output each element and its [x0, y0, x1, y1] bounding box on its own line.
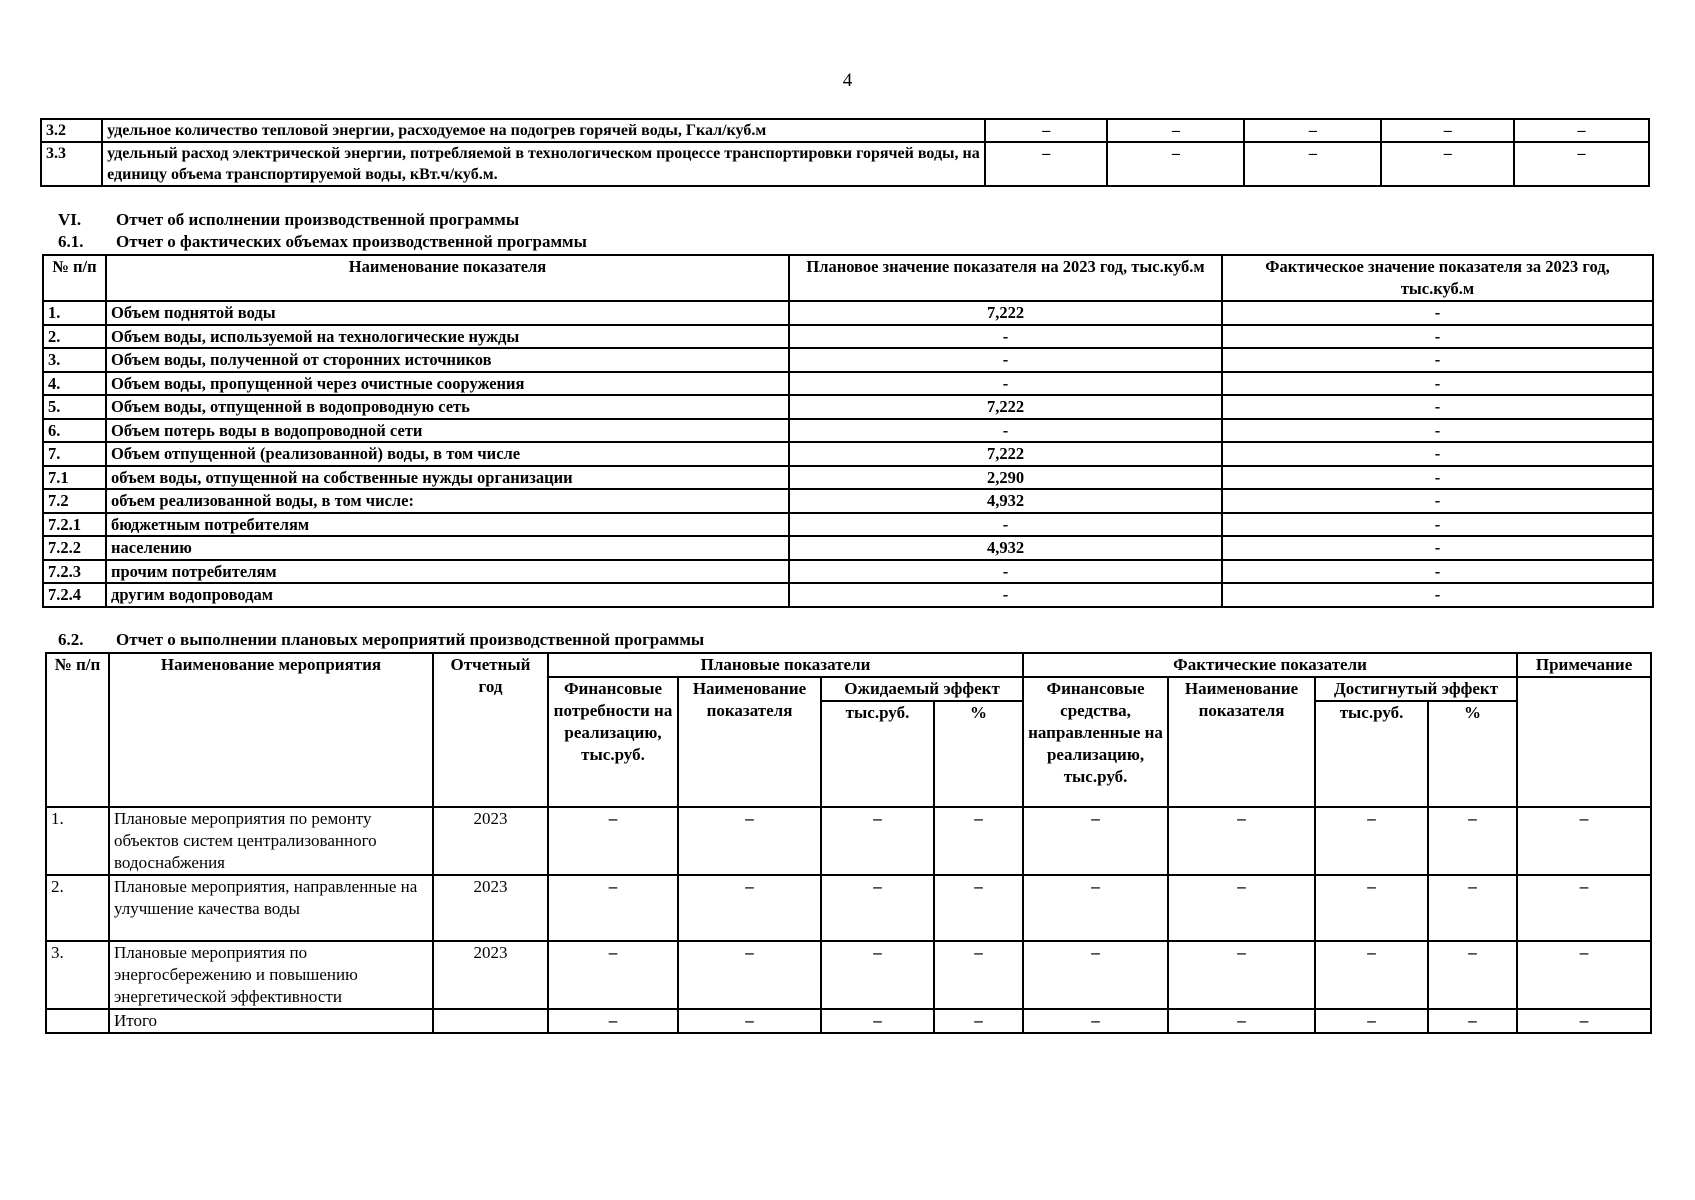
- row-number: 6.: [43, 419, 106, 443]
- row-number: 7.2.3: [43, 560, 106, 584]
- plan-value: 4,932: [789, 489, 1222, 513]
- table-row: [43, 489, 1653, 513]
- header-note-empty: [1517, 677, 1651, 807]
- value-cell: –: [1168, 875, 1315, 941]
- value-cell: –: [1168, 941, 1315, 1009]
- value-cell: –: [1514, 119, 1649, 142]
- fact-value: -: [1222, 301, 1653, 325]
- row-name: объем воды, отпущенной на собственные нужды организации: [106, 466, 789, 490]
- value-cell: –: [1517, 1009, 1651, 1033]
- table-row: [43, 560, 1653, 584]
- header-plan-indicator: Наименование показателя: [678, 677, 821, 807]
- fact-value: -: [1222, 560, 1653, 584]
- value-cell: –: [1168, 1009, 1315, 1033]
- section-number: 6.2.: [58, 630, 84, 649]
- section-number: VI.: [58, 210, 82, 229]
- row-name: объем реализованной воды, в том числе:: [106, 489, 789, 513]
- value-cell: –: [1023, 941, 1168, 1009]
- section-title: Отчет о фактических объемах производственной программы: [116, 232, 587, 251]
- row-number: 1.: [43, 301, 106, 325]
- table-row: [43, 325, 1653, 349]
- table-row: [43, 395, 1653, 419]
- value-cell: –: [821, 807, 934, 875]
- row-name: Объем отпущенной (реализованной) воды, в том числе: [106, 442, 789, 466]
- row-name: Объем воды, используемой на технологические нужды: [106, 325, 789, 349]
- fact-value: -: [1222, 325, 1653, 349]
- row-number: 4.: [43, 372, 106, 396]
- plan-value: 7,222: [789, 301, 1222, 325]
- row-name: Итого: [109, 1009, 433, 1033]
- value-cell: –: [1168, 807, 1315, 875]
- plan-value: 7,222: [789, 395, 1222, 419]
- plan-value: -: [789, 348, 1222, 372]
- header-fact-effect: Достигнутый эффект: [1315, 677, 1517, 701]
- value-cell: –: [1381, 142, 1514, 186]
- row-number: 2.: [43, 325, 106, 349]
- value-cell: –: [821, 941, 934, 1009]
- value-cell: –: [1244, 119, 1381, 142]
- row-number: 3.2: [41, 119, 102, 142]
- row-number: 3.: [43, 348, 106, 372]
- value-cell: –: [1315, 875, 1428, 941]
- fact-value: -: [1222, 466, 1653, 490]
- header-fact-indicator: Наименование показателя: [1168, 677, 1315, 807]
- row-number: 5.: [43, 395, 106, 419]
- row-year: 2023: [433, 807, 548, 875]
- table-row: [46, 875, 1651, 941]
- value-cell: –: [1023, 1009, 1168, 1033]
- section-heading-6-2: [58, 630, 704, 650]
- fact-value: -: [1222, 583, 1653, 607]
- row-number: [46, 1009, 109, 1033]
- plan-value: -: [789, 372, 1222, 396]
- value-cell: –: [1517, 807, 1651, 875]
- table-row: [46, 807, 1651, 875]
- header-fact-pct: %: [1428, 701, 1517, 807]
- value-cell: –: [1517, 941, 1651, 1009]
- table-row: [43, 348, 1653, 372]
- value-cell: –: [1428, 941, 1517, 1009]
- value-cell: –: [821, 1009, 934, 1033]
- production-volumes-table: [42, 254, 1654, 608]
- row-number: 7.2.2: [43, 536, 106, 560]
- fact-value: -: [1222, 372, 1653, 396]
- value-cell: –: [1023, 807, 1168, 875]
- planned-activities-table: [45, 652, 1652, 1034]
- row-year: 2023: [433, 941, 548, 1009]
- row-name: Объем потерь воды в водопроводной сети: [106, 419, 789, 443]
- row-name: Объем воды, отпущенной в водопроводную сеть: [106, 395, 789, 419]
- plan-value: -: [789, 325, 1222, 349]
- row-number: 1.: [46, 807, 109, 875]
- value-cell: –: [678, 875, 821, 941]
- header-fact-fin: Финансовые средства, направленные на реализацию, тыс.руб.: [1023, 677, 1168, 807]
- header-plan: Плановое значение показателя на 2023 год, тыс.куб.м: [789, 255, 1222, 301]
- row-name: удельное количество тепловой энергии, расходуемое на подогрев горячей воды, Гкал/куб.м: [102, 119, 985, 142]
- header-name: Наименование показателя: [106, 255, 789, 301]
- value-cell: –: [548, 941, 678, 1009]
- row-name: Объем воды, пропущенной через очистные сооружения: [106, 372, 789, 396]
- row-number: 7.2.4: [43, 583, 106, 607]
- value-cell: –: [678, 1009, 821, 1033]
- table-row: [41, 119, 1649, 142]
- value-cell: –: [678, 807, 821, 875]
- value-cell: –: [548, 807, 678, 875]
- section-heading-6: [58, 210, 519, 230]
- row-name: бюджетным потребителям: [106, 513, 789, 537]
- plan-value: 4,932: [789, 536, 1222, 560]
- table-row: [41, 142, 1649, 186]
- value-cell: –: [985, 119, 1107, 142]
- value-cell: –: [548, 1009, 678, 1033]
- plan-value: -: [789, 560, 1222, 584]
- header-fact-group: Фактические показатели: [1023, 653, 1517, 677]
- header-plan-fin: Финансовые потребности на реализацию, тыс.руб.: [548, 677, 678, 807]
- table-row: [43, 583, 1653, 607]
- value-cell: –: [821, 875, 934, 941]
- row-number: 7.2.1: [43, 513, 106, 537]
- value-cell: –: [985, 142, 1107, 186]
- total-row: [46, 1009, 1651, 1033]
- header-fact-rub: тыс.руб.: [1315, 701, 1428, 807]
- value-cell: –: [1428, 1009, 1517, 1033]
- value-cell: –: [1107, 142, 1244, 186]
- value-cell: –: [1514, 142, 1649, 186]
- row-name: Объем воды, полученной от сторонних источников: [106, 348, 789, 372]
- row-name: прочим потребителям: [106, 560, 789, 584]
- value-cell: –: [1428, 807, 1517, 875]
- value-cell: –: [1517, 875, 1651, 941]
- header-year: Отчетный год: [433, 653, 548, 807]
- header-fact: Фактическое значение показателя за 2023 год, тыс.куб.м: [1222, 255, 1653, 301]
- value-cell: –: [1428, 875, 1517, 941]
- header-plan-rub: тыс.руб.: [821, 701, 934, 807]
- fact-value: -: [1222, 442, 1653, 466]
- row-number: 3.3: [41, 142, 102, 186]
- table-header-row: [43, 255, 1653, 301]
- value-cell: –: [1244, 142, 1381, 186]
- value-cell: –: [934, 807, 1023, 875]
- table-row: [43, 536, 1653, 560]
- value-cell: –: [678, 941, 821, 1009]
- row-name: Плановые мероприятия, направленные на улучшение качества воды: [109, 875, 433, 941]
- fact-value: -: [1222, 395, 1653, 419]
- table-row: [43, 419, 1653, 443]
- fact-value: -: [1222, 536, 1653, 560]
- row-number: 2.: [46, 875, 109, 941]
- table-row: [43, 301, 1653, 325]
- fact-value: -: [1222, 348, 1653, 372]
- fact-value: -: [1222, 489, 1653, 513]
- table-header-row: [46, 653, 1651, 677]
- table-row: [43, 466, 1653, 490]
- value-cell: –: [1315, 1009, 1428, 1033]
- section-number: 6.1.: [58, 232, 84, 251]
- header-plan-effect: Ожидаемый эффект: [821, 677, 1023, 701]
- row-name: удельный расход электрической энергии, потребляемой в технологическом процессе транспортировки горячей воды, на единицу объема транспортируемой воды, кВт.ч/куб.м.: [102, 142, 985, 186]
- plan-value: -: [789, 419, 1222, 443]
- row-name: Плановые мероприятия по энергосбережению и повышению энергетической эффективности: [109, 941, 433, 1009]
- table-row: [43, 513, 1653, 537]
- plan-value: 2,290: [789, 466, 1222, 490]
- plan-value: -: [789, 513, 1222, 537]
- row-number: 3.: [46, 941, 109, 1009]
- value-cell: –: [1381, 119, 1514, 142]
- section-heading-6-1: [58, 232, 587, 252]
- header-num: № п/п: [46, 653, 109, 807]
- row-number: 7.2: [43, 489, 106, 513]
- row-year: [433, 1009, 548, 1033]
- row-name: населению: [106, 536, 789, 560]
- value-cell: –: [1107, 119, 1244, 142]
- header-plan-pct: %: [934, 701, 1023, 807]
- table-row: [46, 941, 1651, 1009]
- section-title: Отчет об исполнении производственной программы: [116, 210, 520, 229]
- row-year: 2023: [433, 875, 548, 941]
- value-cell: –: [1315, 807, 1428, 875]
- value-cell: –: [1315, 941, 1428, 1009]
- value-cell: –: [548, 875, 678, 941]
- value-cell: –: [934, 875, 1023, 941]
- fact-value: -: [1222, 419, 1653, 443]
- page-number: 4: [842, 70, 853, 91]
- header-note: Примечание: [1517, 653, 1651, 677]
- value-cell: –: [934, 1009, 1023, 1033]
- row-number: 7.1: [43, 466, 106, 490]
- row-number: 7.: [43, 442, 106, 466]
- row-name: Плановые мероприятия по ремонту объектов систем централизованного водоснабжения: [109, 807, 433, 875]
- header-num: № п/п: [43, 255, 106, 301]
- header-plan-group: Плановые показатели: [548, 653, 1023, 677]
- table-row: [43, 372, 1653, 396]
- table-row: [43, 442, 1653, 466]
- section-title: Отчет о выполнении плановых мероприятий производственной программы: [116, 630, 705, 649]
- indicators-continuation-table: [40, 118, 1650, 187]
- plan-value: -: [789, 583, 1222, 607]
- row-name: другим водопроводам: [106, 583, 789, 607]
- header-name: Наименование мероприятия: [109, 653, 433, 807]
- plan-value: 7,222: [789, 442, 1222, 466]
- value-cell: –: [934, 941, 1023, 1009]
- value-cell: –: [1023, 875, 1168, 941]
- fact-value: -: [1222, 513, 1653, 537]
- row-name: Объем поднятой воды: [106, 301, 789, 325]
